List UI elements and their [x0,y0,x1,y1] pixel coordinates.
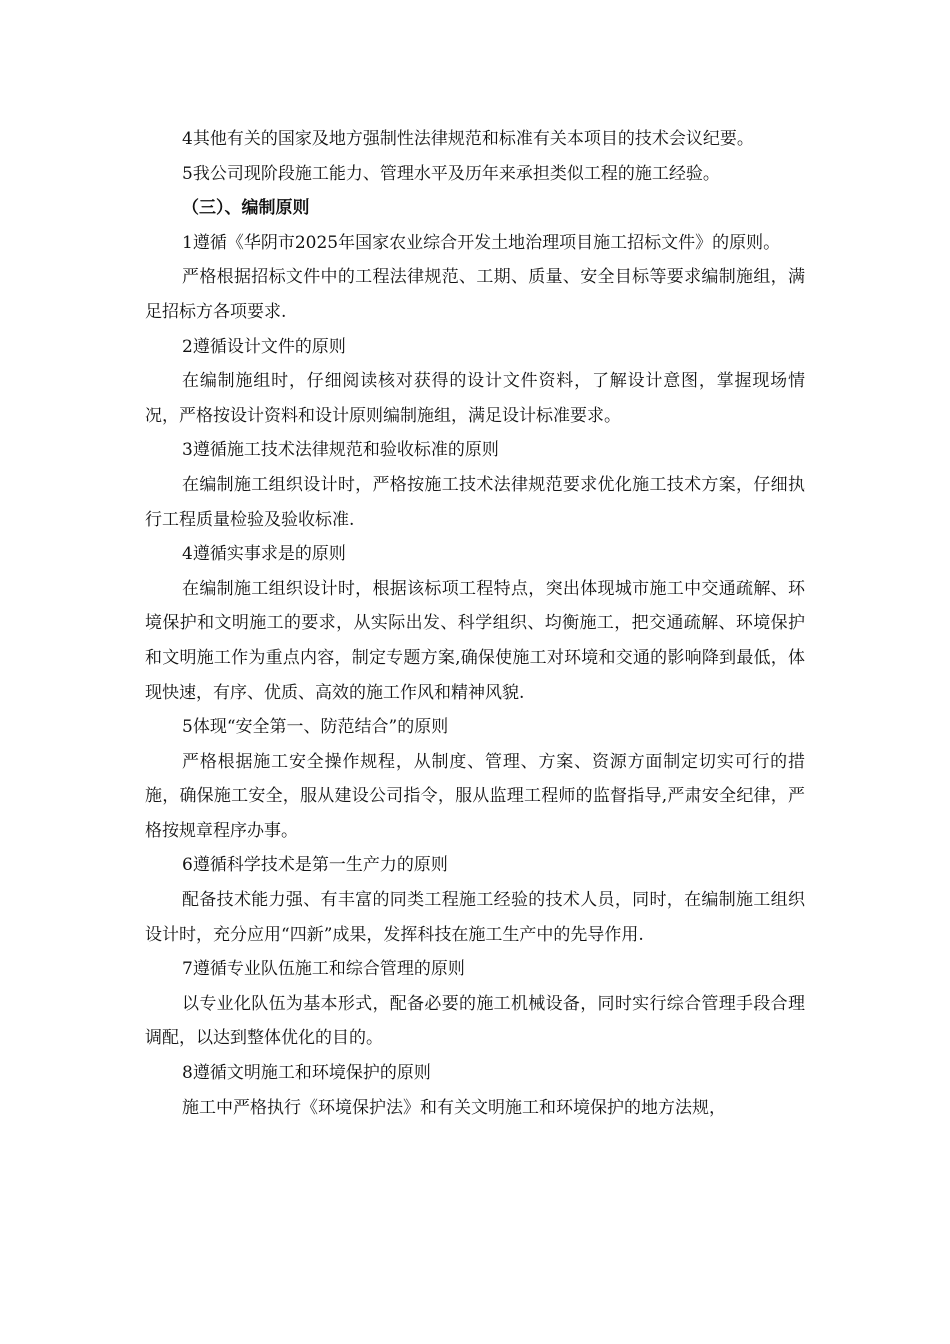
principle-5-title: 5体现“安全第一、防范结合”的原则 [182,717,449,738]
principle-3-body: 在编制施工组织设计时，严格按施工技术法律规范要求优化施工技术方案，仔细执行工程质量检验及验收标准. [145,474,805,530]
principle-7-body: 以专业化队伍为基本形式，配备必要的施工机械设备，同时实行综合管理手段合理调配，以达到整体优化的目的。 [145,993,805,1049]
principle-4-title: 4遵循实事求是的原则 [182,544,346,565]
principle-5-body: 严格根据施工安全操作规程，从制度、管理、方案、资源方面制定切实可行的措施，确保施工安全，服从建设公司指令，服从监理工程师的监督指导,严肃安全纪律，严格按规章程序办事。 [145,751,805,841]
principle-1-title: 1遵循《华阴市2025年国家农业综合开发土地治理项目施工招标文件》的原则。 [182,232,781,253]
document-body [145,122,805,1125]
section-heading: （三）、编制原则 [182,198,310,219]
principle-6-title: 6遵循科学技术是第一生产力的原则 [182,855,448,876]
principle-7-title: 7遵循专业队伍施工和综合管理的原则 [182,959,465,980]
principle-2-title: 2遵循设计文件的原则 [182,336,346,357]
principle-6-body: 配备技术能力强、有丰富的同类工程施工经验的技术人员，同时，在编制施工组织设计时，充分应用“四新”成果，发挥科技在施工生产中的先导作用. [145,890,805,945]
principle-4-body: 在编制施工组织设计时，根据该标项工程特点，突出体现城市施工中交通疏解、环境保护和文明施工的要求，从实际出发、科学组织、均衡施工，把交通疏解、环境保护和文明施工作为重点内容，制定专题方案,确保使施工对环境和交通的影响降到最低，体现快速，有序、优质、高效的施工作风和精神风貌. [145,578,805,703]
principle-3-title: 3遵循施工技术法律规范和验收标准的原则 [182,440,499,461]
paragraph-2: 5我公司现阶段施工能力、管理水平及历年来承担类似工程的施工经验。 [182,163,720,184]
principle-1-body: 严格根据招标文件中的工程法律规范、工期、质量、安全目标等要求编制施组，满足招标方各项要求. [145,267,805,322]
principle-8-title: 8遵循文明施工和环境保护的原则 [182,1063,431,1084]
principle-8-body: 施工中严格执行《环境保护法》和有关文明施工和环境保护的地方法规， [182,1097,726,1118]
principle-2-body: 在编制施组时，仔细阅读核对获得的设计文件资料，了解设计意图，掌握现场情况，严格按设计资料和设计原则编制施组，满足设计标准要求。 [145,371,805,426]
paragraph-1: 4其他有关的国家及地方强制性法律规范和标准有关本项目的技术会议纪要。 [182,129,754,149]
